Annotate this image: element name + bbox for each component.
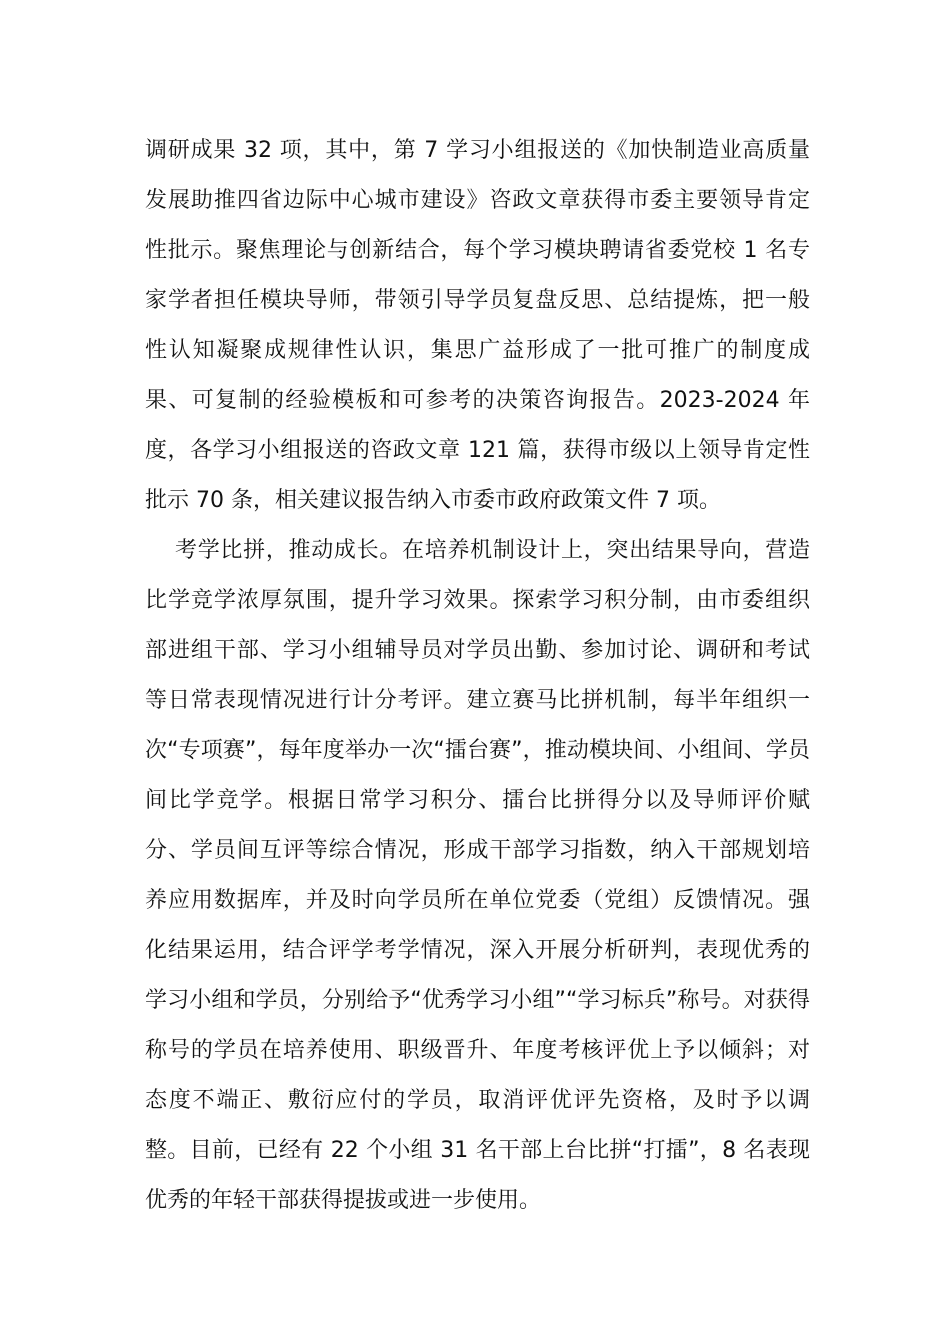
text-line-16: 养应用数据库，并及时向学员所在单位党委（党组）反馈情况。强 [145,888,810,913]
text-line-13: 次“专项赛”，每年度举办一次“擂台赛”，推动模块间、小组间、学员 [145,738,810,763]
text-line-20: 态度不端正、敷衍应付的学员，取消评优评先资格，及时予以调 [145,1088,810,1113]
text-line-8: 批示 70 条，相关建议报告纳入市委市政府政策文件 7 项。 [145,488,721,513]
text-line-12: 等日常表现情况进行计分考评。建立赛马比拼机制，每半年组织一 [145,688,810,713]
text-line-17: 化结果运用，结合评学考学情况，深入开展分析研判，表现优秀的 [145,938,810,963]
text-line-5: 性认知凝聚成规律性认识，集思广益形成了一批可推广的制度成 [145,338,810,363]
text-line-4: 家学者担任模块导师，带领引导学员复盘反思、总结提炼，把一般 [145,288,810,313]
text-line-22: 优秀的年轻干部获得提拔或进一步使用。 [145,1188,542,1213]
text-line-11: 部进组干部、学习小组辅导员对学员出勤、参加讨论、调研和考试 [145,638,810,663]
text-line-10: 比学竞学浓厚氛围，提升学习效果。探索学习积分制，由市委组织 [145,588,810,613]
text-line-2: 发展助推四省边际中心城市建设》咨政文章获得市委主要领导肯定 [145,188,810,213]
text-line-9: 考学比拼，推动成长。在培养机制设计上，突出结果导向，营造 [175,538,810,563]
text-line-6: 果、可复制的经验模板和可参考的决策咨询报告。2023-2024 年 [145,388,810,413]
text-line-19: 称号的学员在培养使用、职级晋升、年度考核评优上予以倾斜；对 [145,1038,810,1063]
text-line-15: 分、学员间互评等综合情况，形成干部学习指数，纳入干部规划培 [145,838,810,863]
text-line-18: 学习小组和学员，分别给予“优秀学习小组”“学习标兵”称号。对获得 [145,988,810,1013]
text-line-21: 整。目前，已经有 22 个小组 31 名干部上台比拼“打擂”，8 名表现 [145,1138,810,1163]
text-line-7: 度，各学习小组报送的咨政文章 121 篇，获得市级以上领导肯定性 [145,438,810,463]
text-line-1: 调研成果 32 项，其中，第 7 学习小组报送的《加快制造业高质量 [145,138,810,163]
text-line-14: 间比学竞学。根据日常学习积分、擂台比拼得分以及导师评价赋 [145,788,810,813]
text-line-3: 性批示。聚焦理论与创新结合，每个学习模块聘请省委党校 1 名专 [145,238,810,263]
